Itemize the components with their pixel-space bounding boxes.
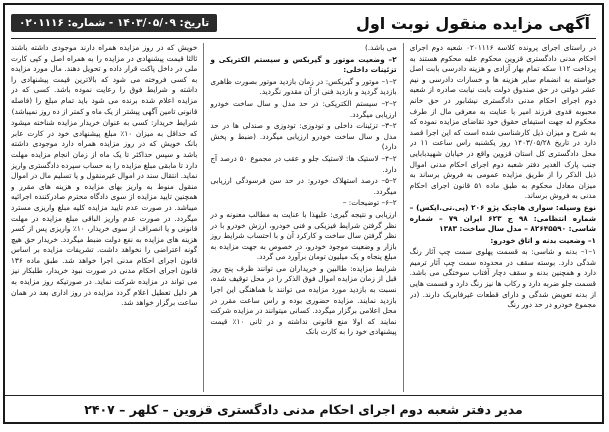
notice-body xyxy=(11,43,596,392)
paragraph: ۲–۱– موتور و گیربکس: در زمان بازدید موتور بصورت ظاهری بازدید گردید و بازدید فنی از آن مقدور نگردید. xyxy=(210,76,397,97)
paragraph: ۲–۳– تزئینات داخلی و تودوزی: تودوزی و صندلی ها در حد مدل و سال ساخت خودرو ارزیابی میگردد. (ضبط و پخش دارد) xyxy=(210,121,397,152)
vehicle-info: نوع وسیله: سواری هاچبک پژو ۲۰۶ (پی.تی.ایکس) – شماره انتظامی: ۹۸ ج ۶۲۳ ایران ۷۹ – شماره شاسی: ۸۲۶۴۵۵۹۰ – مدل سال ساخت: ۱۳۸۳ xyxy=(409,202,596,234)
notice-page xyxy=(3,3,604,424)
notice-footer: مدیر دفتر شعبه دوم اجرای احکام مدنی دادگستری قزوین – کلهر – ۲۴۰۷ xyxy=(5,395,602,422)
paragraph: ۲–۲– سیستم الکتریکی: در حد مدل و سال ساخت خودرو ارزیابی میگردد. xyxy=(210,98,397,119)
column-divider xyxy=(403,43,404,392)
buyer-terms-paragraph: شرایط خریدار: کسی به عنوان خریدار مزایده شناخته میشود که حداقل به میزان ۱۰٪ مبلغ پیشنهادی خود در کارت عابر بانک خویش که در روز مزایده همراه دارد موجودی داشته باشد و سپس حداکثر تا یک ماه از زمان انجام مزایده مهلت دارد تا مابقی مبلغ مزایده را به حساب سپرده دادگستری واریز نماید. انتقال سند در اموال غیرمنقول و یا تسلیم مال در اموال منقول منوط به واریز بهای مزایده و هزینه های مقرر و همچنین تایید مزایده از سوی دادگاه محترم صادرکننده اجرائیه میباشد. در صورت عدم تایید مزایده کلیه مبلغ واریزی مسترد میگردد. در صورت عدم واریز الباقی مبلغ مزایده در مهلت قانونی و یا انصراف از سوی خریدار، ۱۰٪ واریزی پس از کسر هزینه های مزایده به نفع دولت ضبط میگردد. خریدار حق هیچ گونه اعتراضی را نخواهد داشت. تشریفات مزایده بر اساس قانون اجرای احکام مدنی اجرا خواهد شد. طبق ماده ۱۳۶ قانون اجرای احکام مدنی در صورت نبود خریدار، طلبکار نیز می تواند در مزایده شرکت نماید. در صورتیکه روز مزایده به هر دلیل تعطیل اعلام گردد مزایده در روز اداری بعد در همان ساعت برگزار خواهد شد. xyxy=(11,118,198,308)
notice-title: آگهی مزایده منقول نوبت اول xyxy=(355,13,590,33)
column-right xyxy=(410,43,596,392)
section-heading: ۲– وضعیت موتور و گیربکس و سیستم الکتریکی و تزئینات داخلی: xyxy=(210,54,397,75)
paragraph: ۲–۴– لاستیک ها: لاستیک جلو و عقب در مجموع ۵۰ درصد آج دارد. xyxy=(210,153,397,174)
column-middle xyxy=(210,43,396,392)
column-divider xyxy=(203,43,204,392)
body-condition-paragraph: ۱–۱– بدنه و شاسی: به قسمت پهلوی سمت چپ آثار رنگ شدگی دارد. بوسته سقف در محدوده سمت چپ آثار ترمیم دارد و همچنین بدنه و سقف دچار آفتاب سوختگی می باشد. قسمت جلو ضربه دارد و رکاب ها نیز رنگ دارد و قسمت هایی از بدنه تعویض شدگی و دارای قطعات غیرفابریک دارند. (در مجموع خودرو در حد دور رنگ xyxy=(409,247,596,310)
notice-header xyxy=(11,9,596,37)
paragraph: ۲–۵– درصد استهلاک خودرو: در حد سن فرسودگی ارزیابی میگردد. xyxy=(210,176,397,196)
date-reference-box: تاریخ: ۱۴۰۳/۰۵/۰۹ - شماره: ۰۲۰۱۱۱۶ xyxy=(11,14,217,32)
auction-terms-paragraph: شرایط مزایده: طالبین و خریداران می توانند ظرف پنج روز قبل از زمان مزایده اموال فوق الذکر را در محل توقیف شده، نسبت به بازدید مورد مزایده می توانند با هماهنگی این اجرا بازدید نمایند. مزایده حضوری بوده و راس ساعت مقرر در محل اعلامی برگزار میگردد. کسانی میتوانند در مزایده شرکت نمایند که اولا منع قانونی نداشته و در ثانی ۱۰٪ قیمت پیشنهادی خود را به کارت بانک xyxy=(210,263,397,337)
header-divider xyxy=(11,38,596,39)
assessment-paragraph: ارزیابی و نتیجه گیری: علیهذا با عنایت به مطالب معنونه و در نظر گرفتن شرایط فیزیکی و فنی خودرو، ارزش خودرو با در نظر گرفتن سال ساخت و کارکرد آن و با احتساب شرایط روز بازار و وضعیت موجود خودرو، در خصوص به جهت مزایده به مبلغ پنجاه و یک میلیون تومان برآورد می گردد. xyxy=(210,209,397,262)
section-heading: ۱– وضعیت بدنه و اتاق خودرو: xyxy=(490,235,596,245)
paragraph: ۲–۶– توضیحات: – xyxy=(342,198,397,208)
paragraph: می باشد.) xyxy=(364,43,397,52)
column-left xyxy=(11,43,197,392)
intro-paragraph: در راستای اجرای پرونده کلاسه ۰۲۰۱۱۱۶ شعبه دوم اجرای احکام مدنی دادگستری قزوین محکوم علیه محکوم هستند به پرداخت ۱۱۲ سکه تمام بهار آزادی و هزینه دادرسی بابت اصل خواسته به انضمام سایر هزینه ها و خسارات دادرسی و نیم عشر دولتی در حق صندوق دولت بابت نیابت صادره از شعبه دوم اجرای احکام مدنی دادگستری نیشابور در حق خانم محبوبه فدوی فرزند امیر با عنایت به معرفی مال از طرف محکوم له جهت استیفای حقوق خود تقاضای مزایده نموده که به شرح و میزان ذیل کارشناسی شده است که این اجرا قصد دارد در تاریخ ۱۴۰۳/۰۵/۲۸ روز یکشنبه راس ساعت ۱۱ در محل دادگستری کل استان قزوین واقع در خیابان شهیدبابایی جنب پارک الغدیر دفتر شعبه دوم اجرای احکام مدنی اموال ذیل الذکر را از طریق مزایده عمومی به فروش برساند به میزان معادل محکوم به طبق ماده ۵۱ قانون اجرای احکام مدنی به فروش برساند. xyxy=(409,43,596,201)
paragraph: خویش که در روز مزایده همراه دارند موجودی داشته باشند ثالثا قیمت پیشنهادی در مزایده را به همراه اصل و کپی کارت ملی در داخل پاکت قرار داده و تحویل دهند. مال مورد مزایده به کسی فروخته می شود که بالاترین قیمت پیشنهادی را داشته و شرایط فوق را رعایت نموده باشد. کسی که در مزایده اعلام شده برنده می شود باید تمام مبلغ را (فاصله قانونی تامین آگهی پیشتر از یک ماه و کمتر از ده روز نمیباشد) xyxy=(11,43,198,116)
